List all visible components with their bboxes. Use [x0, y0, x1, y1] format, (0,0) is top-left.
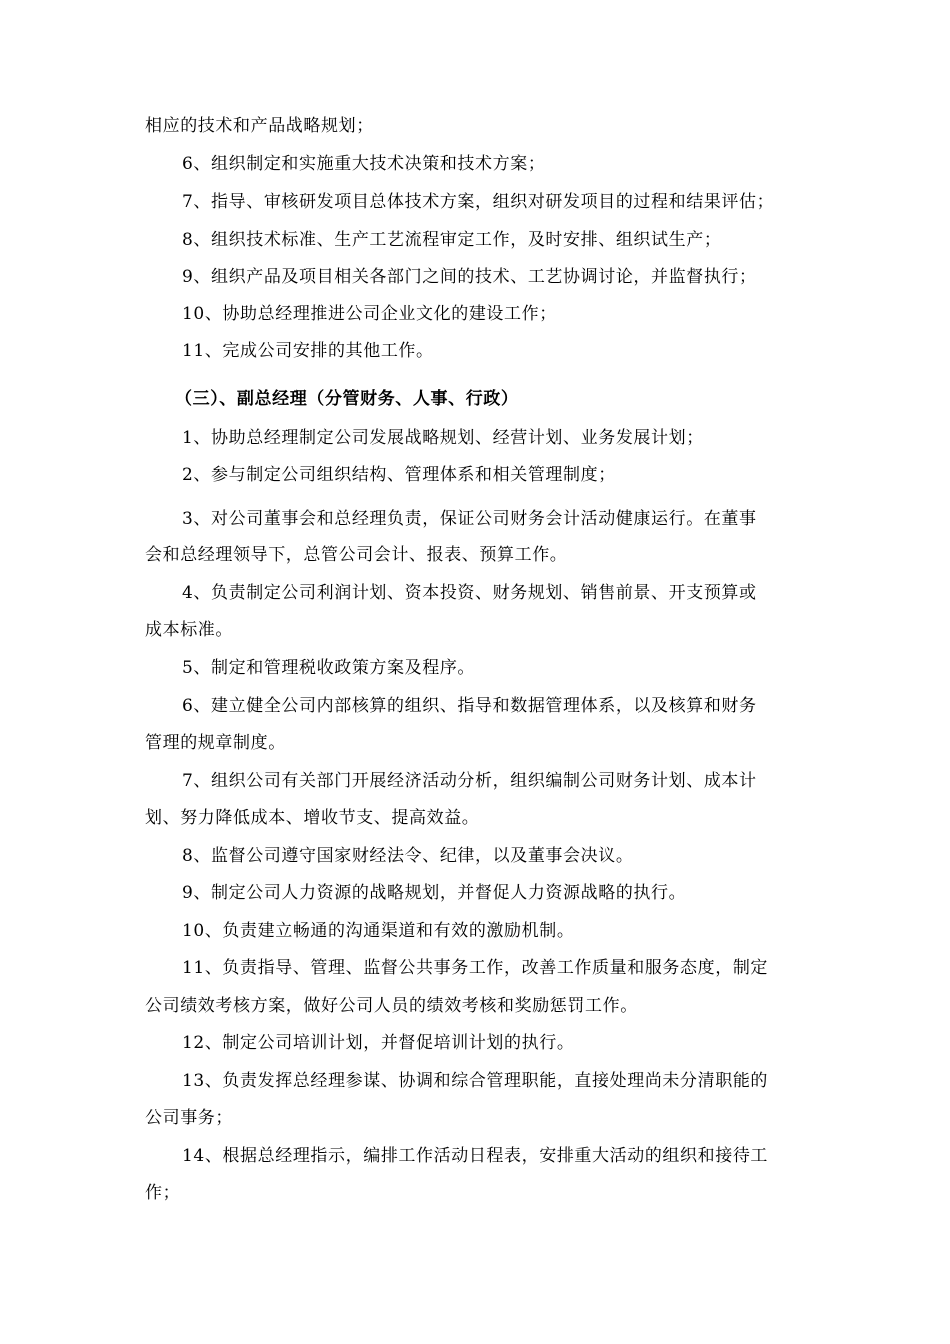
- text-line-11: 3、对公司董事会和总经理负责，保证公司财务会计活动健康运行。在董事: [182, 509, 757, 529]
- text-line-10: 2、参与制定公司组织结构、管理体系和相关管理制度；: [182, 465, 616, 485]
- text-line-4: 8、组织技术标准、生产工艺流程审定工作，及时安排、组织试生产；: [182, 230, 722, 250]
- text-line-6: 10、协助总经理推进公司企业文化的建设工作；: [182, 304, 557, 324]
- text-line-28: 14、根据总经理指示，编排工作活动日程表，安排重大活动的组织和接待工: [182, 1146, 769, 1166]
- text-line-16: 6、建立健全公司内部核算的组织、指导和数据管理体系，以及核算和财务: [182, 696, 757, 716]
- text-line-18: 7、组织公司有关部门开展经济活动分析，组织编制公司财务计划、成本计: [182, 771, 757, 791]
- text-line-17: 管理的规章制度。: [145, 733, 286, 753]
- text-line-5: 9、组织产品及项目相关各部门之间的技术、工艺协调讨论，并监督执行；: [182, 267, 757, 287]
- text-line-7: 11、完成公司安排的其他工作。: [182, 341, 434, 361]
- section-heading: （三）、副总经理（分管财务、人事、行政）: [175, 389, 519, 409]
- text-line-20: 8、监督公司遵守国家财经法令、纪律，以及董事会决议。: [182, 846, 634, 866]
- text-line-25: 12、制定公司培训计划，并督促培训计划的执行。: [182, 1033, 575, 1053]
- text-line-1: 相应的技术和产品战略规划；: [145, 116, 374, 136]
- text-line-12: 会和总经理领导下，总管公司会计、报表、预算工作。: [145, 545, 568, 565]
- text-line-3: 7、指导、审核研发项目总体技术方案，组织对研发项目的过程和结果评估；: [182, 192, 775, 212]
- text-line-9: 1、协助总经理制定公司发展战略规划、经营计划、业务发展计划；: [182, 428, 704, 448]
- text-line-23: 11、负责指导、管理、监督公共事务工作，改善工作质量和服务态度，制定: [182, 958, 769, 978]
- text-line-21: 9、制定公司人力资源的战略规划，并督促人力资源战略的执行。: [182, 883, 687, 903]
- text-line-29: 作；: [145, 1183, 181, 1203]
- text-line-13: 4、负责制定公司利润计划、资本投资、财务规划、销售前景、开支预算或: [182, 583, 757, 603]
- text-line-27: 公司事务；: [145, 1108, 233, 1128]
- text-line-15: 5、制定和管理税收政策方案及程序。: [182, 658, 476, 678]
- text-line-14: 成本标准。: [145, 620, 233, 640]
- text-line-19: 划、努力降低成本、增收节支、提高效益。: [145, 808, 480, 828]
- text-line-24: 公司绩效考核方案，做好公司人员的绩效考核和奖励惩罚工作。: [145, 996, 638, 1016]
- text-line-26: 13、负责发挥总经理参谋、协调和综合管理职能，直接处理尚未分清职能的: [182, 1071, 769, 1091]
- text-line-22: 10、负责建立畅通的沟通渠道和有效的激励机制。: [182, 921, 575, 941]
- text-line-2: 6、组织制定和实施重大技术决策和技术方案；: [182, 154, 546, 174]
